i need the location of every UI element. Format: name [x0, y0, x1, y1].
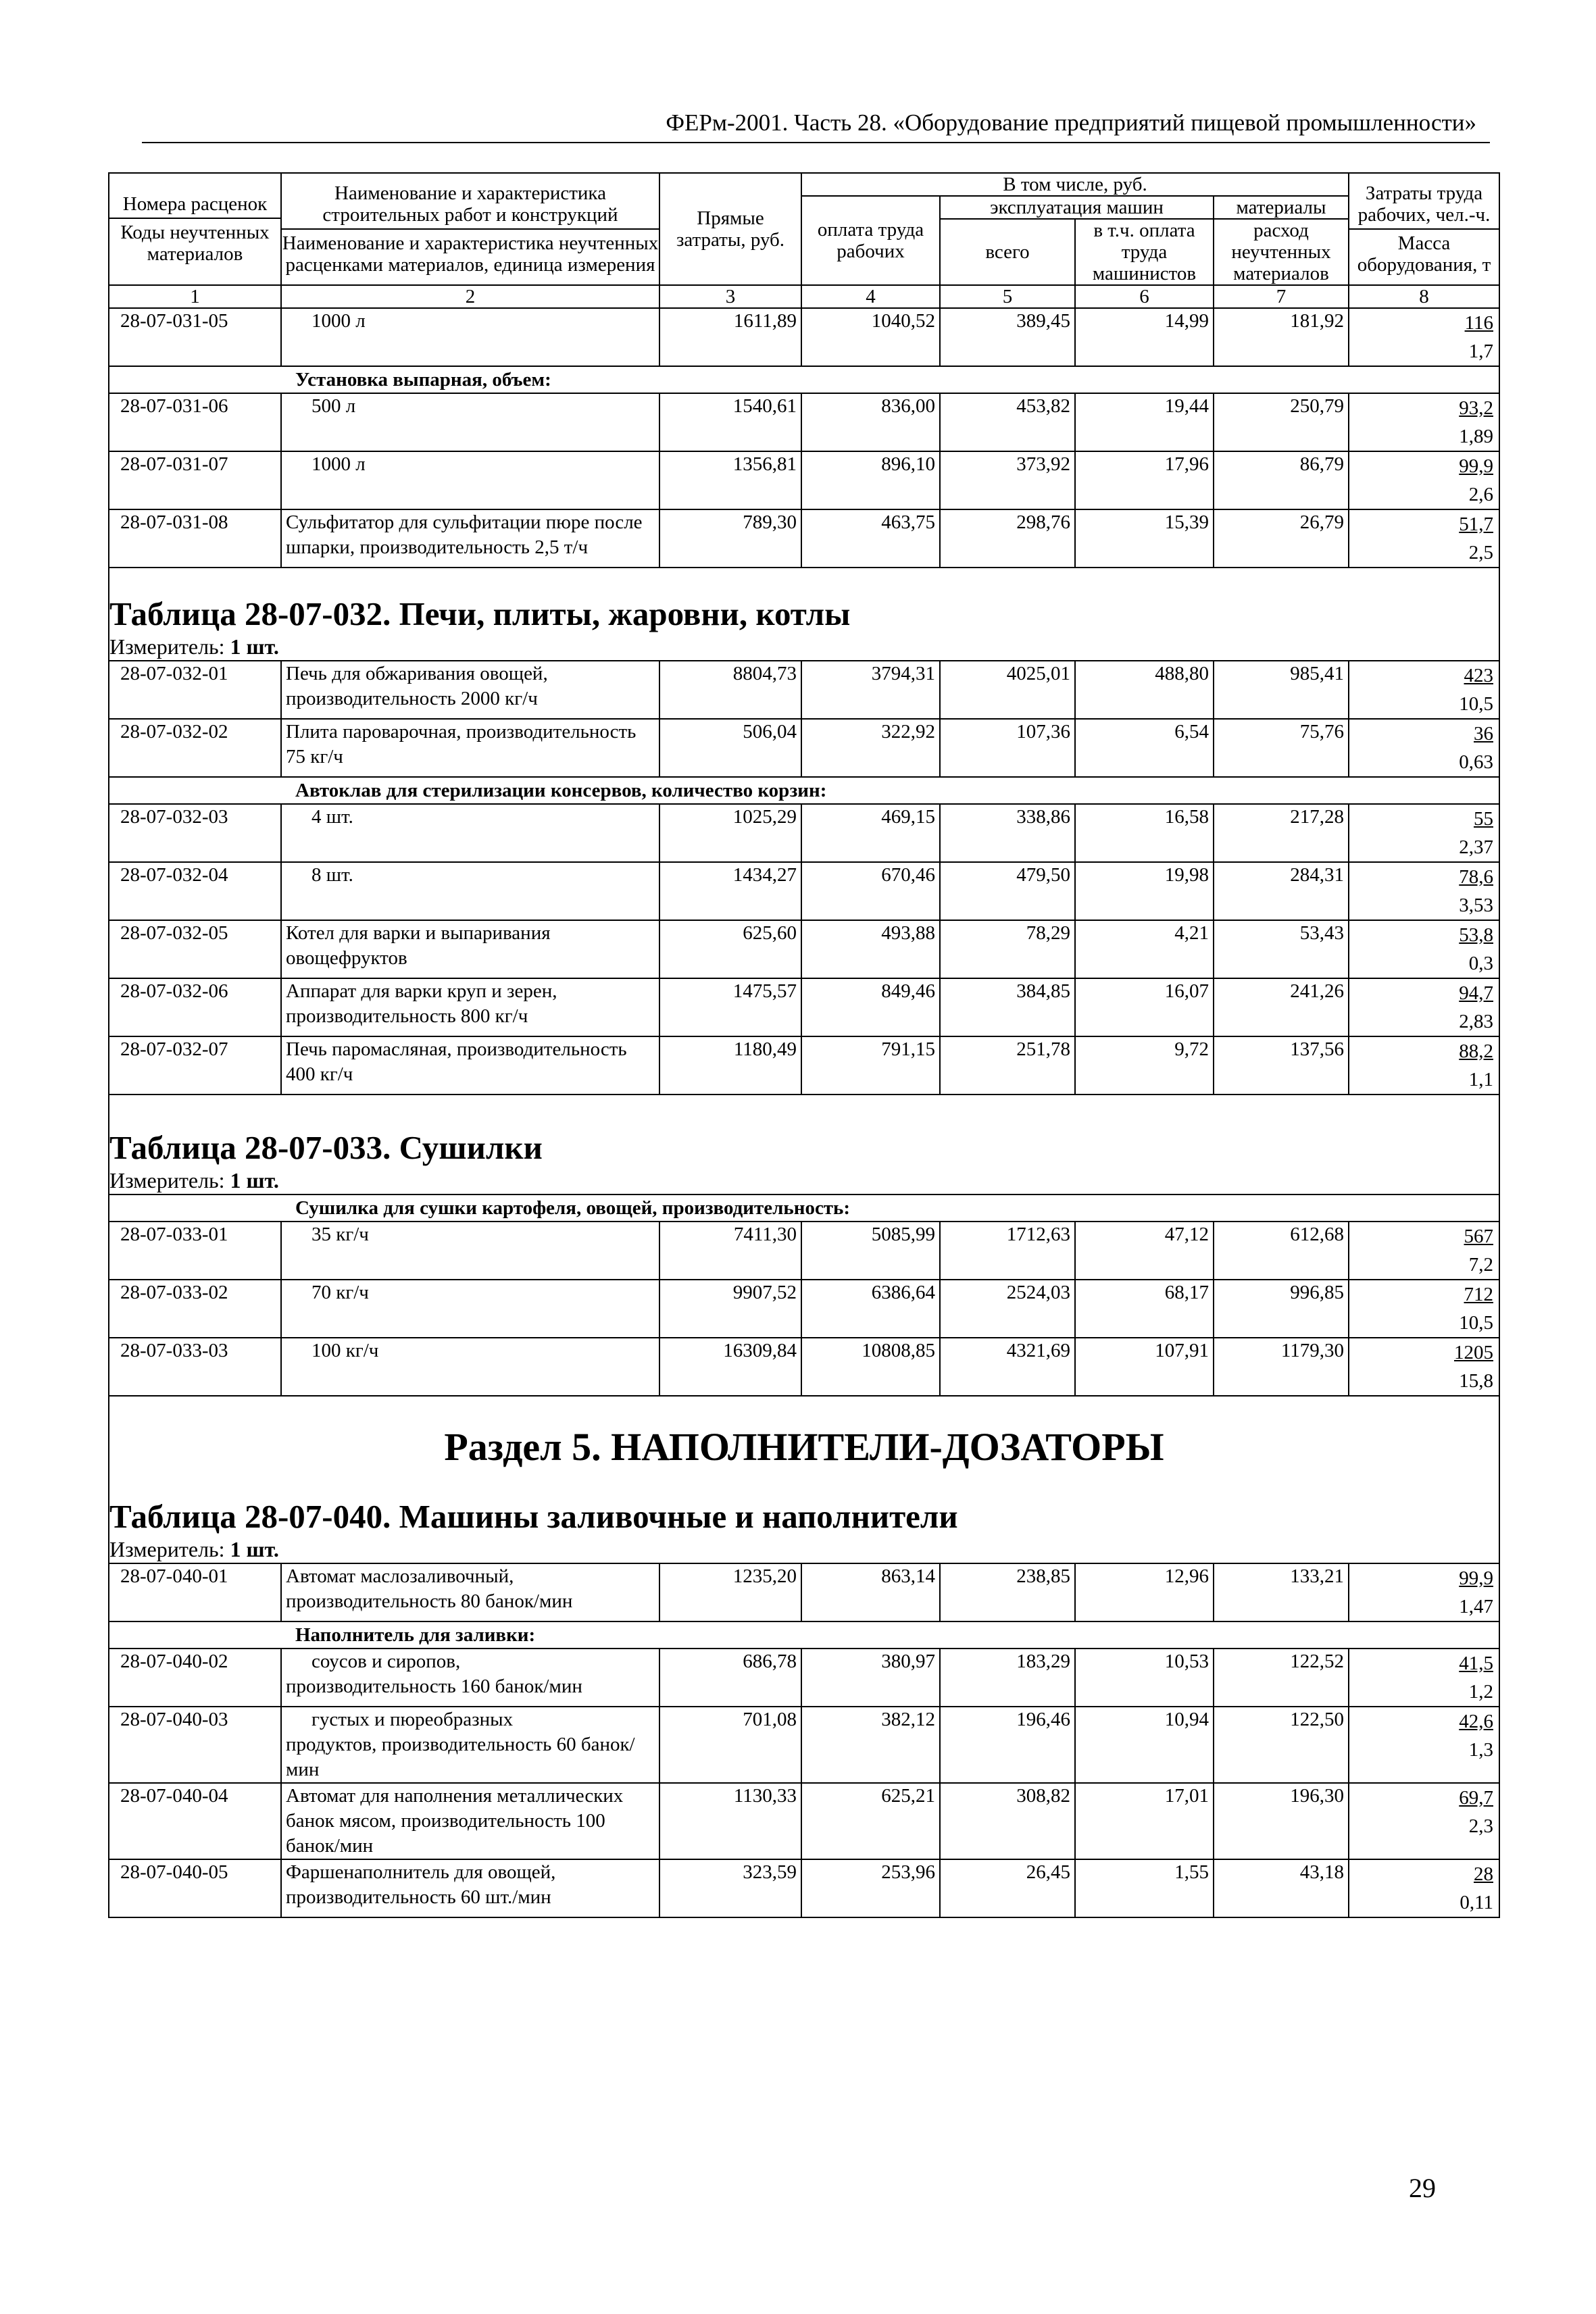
row-mass: 0,3	[1468, 953, 1493, 974]
col-number: 7	[1214, 285, 1349, 308]
row-hours: 712	[1464, 1284, 1493, 1305]
row-labor: 463,75	[801, 509, 940, 568]
row-mass: 10,5	[1459, 1312, 1493, 1334]
row-code: 28-07-040-04	[109, 1783, 281, 1859]
row-machinists: 19,98	[1075, 862, 1214, 920]
row-direct: 1180,49	[659, 1036, 801, 1095]
row-name: Аппарат для варки круп и зерен, производительность 800 кг/ч	[281, 978, 659, 1036]
row-machines: 384,85	[940, 978, 1075, 1036]
row-hours: 99,9	[1459, 1567, 1493, 1589]
row-machinists: 12,96	[1075, 1563, 1214, 1621]
row-hours: 69,7	[1459, 1787, 1493, 1809]
row-labor-mass	[1349, 509, 1499, 568]
table-row	[109, 804, 1499, 862]
meter-row: Измеритель: 1 шт.	[109, 1536, 1499, 1563]
row-name: соусов и сиропов, производительность 160 банок/мин	[281, 1649, 659, 1707]
row-direct: 1356,81	[659, 451, 801, 509]
row-code: 28-07-040-02	[109, 1649, 281, 1707]
row-code: 28-07-031-07	[109, 451, 281, 509]
rates-table	[108, 172, 1500, 1918]
row-machines: 183,29	[940, 1649, 1075, 1707]
table-032-title: Таблица 28-07-032. Печи, плиты, жаровни, котлы	[109, 595, 1499, 633]
row-machinists: 47,12	[1075, 1222, 1214, 1280]
header-title: ФЕРм-2001. Часть 28. «Оборудование предприятий пищевой промышленности»	[666, 109, 1476, 136]
row-labor-mass	[1349, 862, 1499, 920]
row-labor: 322,92	[801, 719, 940, 777]
meter-row: Измеритель: 1 шт.	[109, 633, 1499, 661]
table-row	[109, 1036, 1499, 1095]
row-name: 500 л	[281, 393, 659, 451]
row-materials: 985,41	[1214, 661, 1349, 719]
row-machines: 4025,01	[940, 661, 1075, 719]
row-materials: 43,18	[1214, 1859, 1349, 1917]
row-mass: 1,47	[1459, 1596, 1493, 1617]
row-hours: 94,7	[1459, 982, 1493, 1004]
row-code: 28-07-032-05	[109, 920, 281, 978]
row-hours: 1205	[1454, 1342, 1493, 1363]
row-direct: 1130,33	[659, 1783, 801, 1859]
row-code: 28-07-031-06	[109, 393, 281, 451]
row-machines: 308,82	[940, 1783, 1075, 1859]
row-name: 8 шт.	[281, 862, 659, 920]
row-mass: 1,2	[1468, 1681, 1493, 1703]
row-labor: 670,46	[801, 862, 940, 920]
section-5-title-row	[109, 1424, 1499, 1471]
row-direct: 323,59	[659, 1859, 801, 1917]
row-labor: 253,96	[801, 1859, 940, 1917]
table-row	[109, 1783, 1499, 1859]
row-direct: 789,30	[659, 509, 801, 568]
row-hours: 42,6	[1459, 1711, 1493, 1732]
col-header-material-use: расход неучтенных материалов	[1214, 219, 1349, 285]
row-labor-mass	[1349, 1563, 1499, 1621]
row-materials: 284,31	[1214, 862, 1349, 920]
table-row	[109, 920, 1499, 978]
row-code: 28-07-032-06	[109, 978, 281, 1036]
table-row	[109, 393, 1499, 451]
group-row	[109, 366, 1499, 393]
row-name: Печь паромасляная, производительность 400 кг/ч	[281, 1036, 659, 1095]
row-machinists: 19,44	[1075, 393, 1214, 451]
table-row	[109, 1859, 1499, 1917]
running-header	[142, 108, 1490, 143]
meter-row: Измеритель: 1 шт.	[109, 1167, 1499, 1194]
row-mass: 2,37	[1459, 836, 1493, 858]
col-number-row	[109, 285, 1499, 308]
table-033-title: Таблица 28-07-033. Сушилки	[109, 1129, 1499, 1167]
row-name: 1000 л	[281, 451, 659, 509]
col-number: 1	[109, 285, 281, 308]
col-header-materials: материалы	[1214, 196, 1349, 219]
row-name: Печь для обжаривания овощей, производительность 2000 кг/ч	[281, 661, 659, 719]
row-machinists: 4,21	[1075, 920, 1214, 978]
row-hours: 55	[1474, 808, 1493, 830]
row-materials: 196,30	[1214, 1783, 1349, 1859]
row-materials: 86,79	[1214, 451, 1349, 509]
row-mass: 1,7	[1468, 341, 1493, 362]
row-mass: 3,53	[1459, 895, 1493, 916]
row-machinists: 488,80	[1075, 661, 1214, 719]
row-machines: 2524,03	[940, 1280, 1075, 1338]
col-number: 3	[659, 285, 801, 308]
row-labor-mass	[1349, 719, 1499, 777]
row-code: 28-07-033-03	[109, 1338, 281, 1396]
row-labor: 625,21	[801, 1783, 940, 1859]
group-row	[109, 1621, 1499, 1649]
table-row	[109, 1338, 1499, 1396]
row-code: 28-07-032-01	[109, 661, 281, 719]
row-name: Фаршенаполнитель для овощей, производительность 60 шт./мин	[281, 1859, 659, 1917]
row-materials: 122,52	[1214, 1649, 1349, 1707]
row-labor: 863,14	[801, 1563, 940, 1621]
row-materials: 122,50	[1214, 1707, 1349, 1783]
row-materials: 53,43	[1214, 920, 1349, 978]
row-materials: 1179,30	[1214, 1338, 1349, 1396]
row-mass: 15,8	[1459, 1370, 1493, 1392]
table-row	[109, 978, 1499, 1036]
row-name: Сульфитатор для сульфитации пюре после шпарки, производительность 2,5 т/ч	[281, 509, 659, 568]
table-row	[109, 1563, 1499, 1621]
row-hours: 28	[1474, 1863, 1493, 1885]
row-code: 28-07-040-03	[109, 1707, 281, 1783]
row-materials: 241,26	[1214, 978, 1349, 1036]
row-hours: 51,7	[1459, 513, 1493, 535]
row-labor-mass	[1349, 1707, 1499, 1783]
row-code: 28-07-040-05	[109, 1859, 281, 1917]
row-hours: 93,2	[1459, 397, 1493, 419]
table-row	[109, 719, 1499, 777]
row-machinists: 16,07	[1075, 978, 1214, 1036]
row-labor: 382,12	[801, 1707, 940, 1783]
col-header-machinists: в т.ч. оплата труда машинистов	[1075, 219, 1214, 285]
row-machinists: 1,55	[1075, 1859, 1214, 1917]
row-machines: 373,92	[940, 451, 1075, 509]
table-040-title: Таблица 28-07-040. Машины заливочные и наполнители	[109, 1498, 1499, 1536]
group-heading: Сушилка для сушки картофеля, овощей, производительность:	[109, 1194, 1499, 1222]
row-labor-mass	[1349, 1036, 1499, 1095]
row-name: 70 кг/ч	[281, 1280, 659, 1338]
row-mass: 1,3	[1468, 1739, 1493, 1761]
row-name: Плита пароварочная, производительность 75 кг/ч	[281, 719, 659, 777]
row-machinists: 14,99	[1075, 308, 1214, 366]
row-labor-mass	[1349, 804, 1499, 862]
row-machinists: 68,17	[1075, 1280, 1214, 1338]
row-labor-mass	[1349, 451, 1499, 509]
row-mass: 10,5	[1459, 693, 1493, 715]
row-materials: 250,79	[1214, 393, 1349, 451]
row-machines: 78,29	[940, 920, 1075, 978]
row-direct: 8804,73	[659, 661, 801, 719]
row-labor-mass	[1349, 920, 1499, 978]
row-labor-mass	[1349, 1338, 1499, 1396]
row-machinists: 10,53	[1075, 1649, 1214, 1707]
row-direct: 506,04	[659, 719, 801, 777]
row-machines: 238,85	[940, 1563, 1075, 1621]
row-machines: 26,45	[940, 1859, 1075, 1917]
row-code: 28-07-032-04	[109, 862, 281, 920]
row-labor-mass	[1349, 978, 1499, 1036]
row-materials: 137,56	[1214, 1036, 1349, 1095]
table-row	[109, 1649, 1499, 1707]
row-machines: 107,36	[940, 719, 1075, 777]
col-number: 4	[801, 285, 940, 308]
row-hours: 116	[1464, 312, 1493, 334]
table-row	[109, 1280, 1499, 1338]
row-labor: 493,88	[801, 920, 940, 978]
row-mass: 7,2	[1468, 1254, 1493, 1276]
row-labor-mass	[1349, 1783, 1499, 1859]
row-mass: 0,11	[1460, 1892, 1493, 1913]
row-labor: 6386,64	[801, 1280, 940, 1338]
row-mass: 0,63	[1459, 751, 1493, 773]
row-machines: 298,76	[940, 509, 1075, 568]
row-code: 28-07-032-07	[109, 1036, 281, 1095]
row-labor-mass	[1349, 1859, 1499, 1917]
row-labor: 791,15	[801, 1036, 940, 1095]
row-machines: 251,78	[940, 1036, 1075, 1095]
row-materials: 217,28	[1214, 804, 1349, 862]
row-machines: 479,50	[940, 862, 1075, 920]
row-direct: 1475,57	[659, 978, 801, 1036]
row-mass: 1,89	[1459, 426, 1493, 447]
row-materials: 612,68	[1214, 1222, 1349, 1280]
row-name: Котел для варки и выпаривания овощефруктов	[281, 920, 659, 978]
row-code: 28-07-032-03	[109, 804, 281, 862]
row-labor-mass	[1349, 1222, 1499, 1280]
row-materials: 75,76	[1214, 719, 1349, 777]
row-mass: 1,1	[1468, 1069, 1493, 1090]
row-name: 100 кг/ч	[281, 1338, 659, 1396]
col-number: 8	[1349, 285, 1499, 308]
row-code: 28-07-033-01	[109, 1222, 281, 1280]
row-machinists: 16,58	[1075, 804, 1214, 862]
row-materials: 181,92	[1214, 308, 1349, 366]
row-code: 28-07-031-08	[109, 509, 281, 568]
row-labor: 380,97	[801, 1649, 940, 1707]
row-mass: 2,3	[1468, 1815, 1493, 1837]
row-code: 28-07-040-01	[109, 1563, 281, 1621]
row-code: 28-07-031-05	[109, 308, 281, 366]
row-labor: 1040,52	[801, 308, 940, 366]
row-hours: 99,9	[1459, 455, 1493, 477]
col-number: 2	[281, 285, 659, 308]
col-header-incl: В том числе, руб.	[801, 173, 1349, 196]
row-labor-mass	[1349, 308, 1499, 366]
row-mass: 2,5	[1468, 542, 1493, 563]
row-name: 4 шт.	[281, 804, 659, 862]
row-hours: 567	[1464, 1226, 1493, 1247]
row-direct: 625,60	[659, 920, 801, 978]
row-labor: 896,10	[801, 451, 940, 509]
row-hours: 88,2	[1459, 1040, 1493, 1062]
row-name: Автомат для наполнения металлических банок мясом, производительность 100 банок/мин	[281, 1783, 659, 1859]
group-row	[109, 777, 1499, 804]
row-code: 28-07-033-02	[109, 1280, 281, 1338]
row-code: 28-07-032-02	[109, 719, 281, 777]
row-materials: 996,85	[1214, 1280, 1349, 1338]
row-direct: 1434,27	[659, 862, 801, 920]
col-header-machines: эксплуатация машин	[940, 196, 1214, 219]
row-name: густых и пюреобразных продуктов, производительность 60 банок/мин	[281, 1707, 659, 1783]
col-header-name: Наименование и характеристика строительных работ и конструкций Наименование и характеристика неучтенных расценками материалов, единица измерения	[281, 173, 659, 285]
row-labor-mass	[1349, 1280, 1499, 1338]
row-hours: 41,5	[1459, 1653, 1493, 1674]
row-machines: 338,86	[940, 804, 1075, 862]
row-machinists: 107,91	[1075, 1338, 1214, 1396]
row-machinists: 17,01	[1075, 1783, 1214, 1859]
table-row	[109, 1222, 1499, 1280]
row-direct: 1025,29	[659, 804, 801, 862]
table-row	[109, 509, 1499, 568]
row-labor: 10808,85	[801, 1338, 940, 1396]
col-header-total: всего	[940, 219, 1075, 285]
col-header-labor: оплата труда рабочих	[801, 196, 940, 285]
row-machinists: 17,96	[1075, 451, 1214, 509]
row-labor-mass	[1349, 393, 1499, 451]
table-row	[109, 1707, 1499, 1783]
row-hours: 78,6	[1459, 866, 1493, 888]
row-machinists: 9,72	[1075, 1036, 1214, 1095]
table-row	[109, 451, 1499, 509]
row-labor: 849,46	[801, 978, 940, 1036]
row-hours: 36	[1474, 723, 1493, 745]
col-header-codes: Номера расценок Коды неучтенных материалов	[109, 173, 281, 285]
section-title: Раздел 5. НАПОЛНИТЕЛИ-ДОЗАТОРЫ	[109, 1424, 1499, 1471]
row-mass: 2,6	[1468, 484, 1493, 505]
row-materials: 26,79	[1214, 509, 1349, 568]
page-number: 29	[1409, 2173, 1436, 2203]
row-labor: 469,15	[801, 804, 940, 862]
row-machines: 4321,69	[940, 1338, 1075, 1396]
row-materials: 133,21	[1214, 1563, 1349, 1621]
row-machinists: 10,94	[1075, 1707, 1214, 1783]
row-machines: 389,45	[940, 308, 1075, 366]
row-name: 35 кг/ч	[281, 1222, 659, 1280]
table-header-row	[109, 173, 1499, 196]
row-direct: 686,78	[659, 1649, 801, 1707]
row-machines: 1712,63	[940, 1222, 1075, 1280]
col-header-labor-mass: Затраты труда рабочих, чел.-ч. Масса оборудования, т	[1349, 173, 1499, 285]
group-heading: Автоклав для стерилизации консервов, количество корзин:	[109, 777, 1499, 804]
row-labor: 3794,31	[801, 661, 940, 719]
row-labor-mass	[1349, 661, 1499, 719]
col-number: 6	[1075, 285, 1214, 308]
row-name: 1000 л	[281, 308, 659, 366]
row-name: Автомат маслозаливочный, производительность 80 банок/мин	[281, 1563, 659, 1621]
row-machinists: 15,39	[1075, 509, 1214, 568]
group-row	[109, 1194, 1499, 1222]
row-direct: 16309,84	[659, 1338, 801, 1396]
row-direct: 9907,52	[659, 1280, 801, 1338]
row-machines: 196,46	[940, 1707, 1075, 1783]
row-labor: 836,00	[801, 393, 940, 451]
row-labor-mass	[1349, 1649, 1499, 1707]
row-hours: 53,8	[1459, 924, 1493, 946]
row-hours: 423	[1464, 665, 1493, 686]
group-heading: Наполнитель для заливки:	[109, 1621, 1499, 1649]
col-number: 5	[940, 285, 1075, 308]
row-mass: 2,83	[1459, 1011, 1493, 1032]
row-direct: 701,08	[659, 1707, 801, 1783]
row-machinists: 6,54	[1075, 719, 1214, 777]
group-heading: Установка выпарная, объем:	[109, 366, 1499, 393]
col-header-direct: Прямые затраты, руб.	[659, 173, 801, 285]
row-direct: 1611,89	[659, 308, 801, 366]
table-row	[109, 661, 1499, 719]
row-direct: 7411,30	[659, 1222, 801, 1280]
row-machines: 453,82	[940, 393, 1075, 451]
table-row	[109, 308, 1499, 366]
row-direct: 1235,20	[659, 1563, 801, 1621]
row-direct: 1540,61	[659, 393, 801, 451]
table-row	[109, 862, 1499, 920]
row-labor: 5085,99	[801, 1222, 940, 1280]
